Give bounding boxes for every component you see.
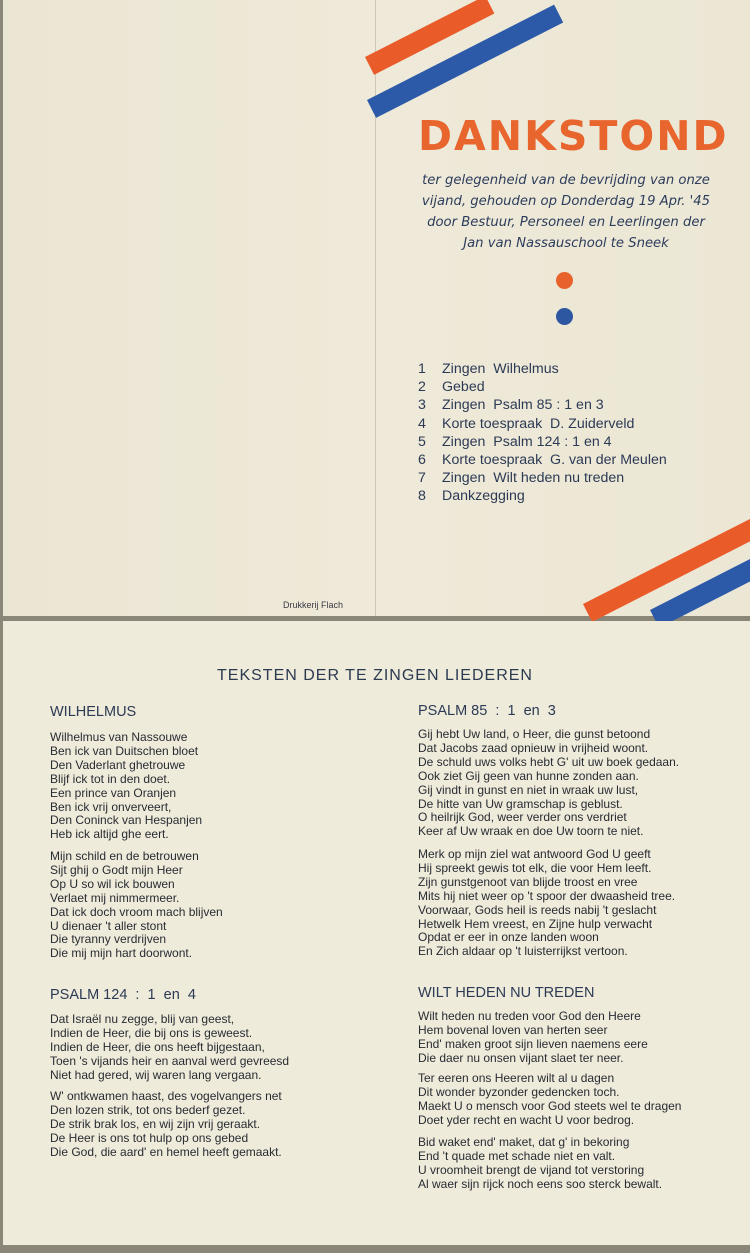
lyric-line: Den Vaderlant ghetrouwe: [50, 757, 186, 772]
song-heading-psalm-124: PSALM 124 : 1 en 4: [50, 987, 196, 1003]
program-item-number: 2: [418, 379, 426, 396]
lyric-line: Dat Israël nu zegge, blij van geest,: [50, 1012, 235, 1026]
lyric-line: Ben ick van Duitschen bloet: [50, 743, 199, 758]
lyric-line: Al waer sijn rijck noch eens soo sterck bewalt.: [418, 1176, 663, 1191]
lyric-line: De Heer is ons tot hulp op ons gebed: [50, 1130, 249, 1145]
program-item: [418, 415, 667, 433]
program-sheet: [3, 0, 750, 616]
orange-dot: [556, 272, 573, 289]
lyric-line: Zijn gunstgenoot van blijde troost en vree: [418, 874, 638, 889]
lyric-line: De hitte van Uw gramschap is geblust.: [418, 796, 623, 811]
lyric-line: U dienaer 't aller stont: [50, 918, 167, 933]
lyric-line: En Zich aldaar op 't luisterrijkst vertoon.: [418, 944, 628, 959]
program-item-number: 7: [418, 470, 426, 487]
lyric-line: De strik brak los, en wij zijn vrij geraakt.: [50, 1116, 261, 1131]
lyric-line: Opdat er eer in onze landen woon: [418, 930, 599, 945]
lyric-line: De schuld uws volks hebt G' uit uw boek gedaan.: [418, 754, 680, 769]
song-heading-psalm-85: PSALM 85 : 1 en 3: [418, 703, 556, 719]
program-item-number: 6: [418, 452, 426, 469]
program-item-number: 4: [418, 415, 426, 432]
lyric-line: Die God, die aard' en hemel heeft gemaakt.: [50, 1144, 282, 1159]
lyric-line: Wilhelmus van Nassouwe: [50, 730, 188, 744]
lyric-line: Hij spreekt gewis tot elk, die voor Hem leeft.: [418, 860, 652, 875]
stanza: [418, 1136, 662, 1192]
lyric-line: Op U so wil ick bouwen: [50, 876, 175, 891]
occasion-line: ter gelegenheid van de bevrijding van onze: [422, 173, 710, 188]
stanza: [418, 1072, 681, 1128]
lyric-line: Sijt ghij o Godt mijn Heer: [50, 862, 183, 877]
lyric-line: Wilt heden nu treden voor God den Heere: [418, 1009, 641, 1023]
lyric-line: Mits hij niet weer op 't spoor der dwaasheid tree.: [418, 888, 676, 903]
program-item: [418, 469, 667, 487]
program-list: [418, 360, 667, 506]
occasion-line: vijand, gehouden op Donderdag 19 Apr. '45: [421, 194, 711, 209]
lyric-line: Den lozen strik, tot ons bederf gezet.: [50, 1102, 246, 1117]
program-item-number: 8: [418, 488, 426, 505]
program-item: [418, 487, 667, 505]
lyric-line: Dat Jacobs zaad opnieuw in vrijheid woont.: [418, 740, 649, 755]
stanza: [50, 1090, 282, 1160]
program-item-text: Korte toespraak G. van der Meulen: [442, 452, 667, 469]
program-item-number: 5: [418, 433, 426, 450]
lyric-line: Die daer nu onsen vijant slaet ter neer.: [418, 1050, 624, 1065]
lyric-line: W' ontkwamen haast, des vogelvangers net: [50, 1089, 282, 1103]
program-item-text: Zingen Wilhelmus: [442, 361, 559, 377]
blue-dot: [556, 308, 573, 325]
lyric-line: Ter eeren ons Heeren wilt al u dagen: [418, 1071, 615, 1085]
occasion-line: door Bestuur, Personeel en Leerlingen der: [427, 215, 705, 230]
lyric-line: End' maken groot sijn lieven naemens eere: [418, 1036, 648, 1051]
lyric-line: Bid waket end' maket, dat g' in bekoring: [418, 1135, 630, 1149]
program-item: [418, 396, 667, 414]
program-item: [418, 433, 667, 451]
lyric-line: Indien de Heer, die bij ons is geweest.: [50, 1025, 253, 1040]
lyric-line: Hem bovenal loven van herten seer: [418, 1022, 608, 1037]
lyric-line: Dat ick doch vroom mach blijven: [50, 904, 223, 919]
lyric-line: Indien de Heer, die ons heeft bijgestaan,: [50, 1039, 265, 1054]
stanza: [50, 1013, 289, 1083]
lyric-line: U vroomheit brengt de vijand tot verstoring: [418, 1162, 645, 1177]
program-item-text: Dankzegging: [442, 488, 525, 505]
program-item-number: 3: [418, 397, 426, 414]
lyric-line: Toen 's vijands heir en aanval werd gevreesd: [50, 1053, 290, 1068]
lyric-line: Verlaet mij nimmermeer.: [50, 890, 180, 905]
stanza: [50, 850, 223, 961]
lyric-line: Die tyranny verdrijven: [50, 932, 167, 947]
lyric-line: Ben ick vrij onverveert,: [50, 799, 172, 814]
program-item-text: Gebed: [442, 379, 485, 396]
stanza: [50, 731, 202, 842]
program-item-text: Korte toespraak D. Zuiderveld: [442, 415, 635, 432]
lyric-line: Merk op mijn ziel wat antwoord God U geeft: [418, 847, 651, 861]
fold-line: [375, 0, 376, 616]
program-item-number: 1: [418, 361, 426, 377]
lyric-line: Dit wonder byzonder gedencken toch.: [418, 1084, 620, 1099]
program-item-text: Zingen Psalm 124 : 1 en 4: [442, 433, 612, 450]
lyric-line: Gij vindt in gunst en niet in wraak uw lust,: [418, 782, 639, 797]
lyric-line: Blijf ick tot in den doet.: [50, 771, 171, 786]
song-heading-wilt-heden: WILT HEDEN NU TREDEN: [418, 985, 595, 1001]
program-item-text: Zingen Wilt heden nu treden: [442, 470, 625, 487]
lyric-line: Keer af Uw wraak en doe Uw toorn te niet.: [418, 824, 644, 839]
lyric-line: Heb ick altijd ghe eert.: [50, 827, 169, 842]
stanza: [418, 848, 675, 959]
lyric-line: Die mij mijn hart doorwont.: [50, 946, 193, 961]
page-title: DANKSTOND: [418, 112, 729, 160]
occasion-text: [416, 170, 716, 254]
lyric-line: O heilrijk God, weer verder ons verdriet: [418, 810, 627, 825]
lyric-line: Doet yder recht en wacht U voor bedrog.: [418, 1112, 635, 1127]
lyric-line: Niet had gered, wij waren lang vergaan.: [50, 1067, 262, 1082]
lyric-line: Voorwaar, Gods heil is reeds nabij 't geslacht: [418, 902, 657, 917]
lyric-line: End 't quade met schade niet en valt.: [418, 1148, 616, 1163]
lyric-line: Ook ziet Gij geen van hunne zonden aan.: [418, 768, 639, 783]
lyric-line: Gij hebt Uw land, o Heer, die gunst betoond: [418, 727, 651, 741]
program-item: [418, 378, 667, 396]
occasion-line: Jan van Nassauschool te Sneek: [463, 236, 669, 251]
lyric-line: Een prince van Oranjen: [50, 785, 177, 800]
stanza: [418, 1010, 648, 1066]
program-item: [418, 451, 667, 469]
lyric-line: Den Coninck van Hespanjen: [50, 813, 203, 828]
song-heading-wilhelmus: WILHELMUS: [50, 704, 137, 720]
stanza: [418, 728, 679, 839]
program-item-text: Zingen Psalm 85 : 1 en 3: [442, 397, 604, 414]
lyric-line: Mijn schild en de betrouwen: [50, 849, 199, 863]
program-item: [418, 360, 667, 378]
printer-credit: Drukkerij Flach: [283, 600, 344, 610]
lyrics-title: TEKSTEN DER TE ZINGEN LIEDEREN: [217, 667, 533, 684]
lyric-line: Maekt U o mensch voor God steets wel te dragen: [418, 1098, 682, 1113]
lyric-line: Hetwelk Hem vreest, en Zijne hulp verwacht: [418, 916, 653, 931]
